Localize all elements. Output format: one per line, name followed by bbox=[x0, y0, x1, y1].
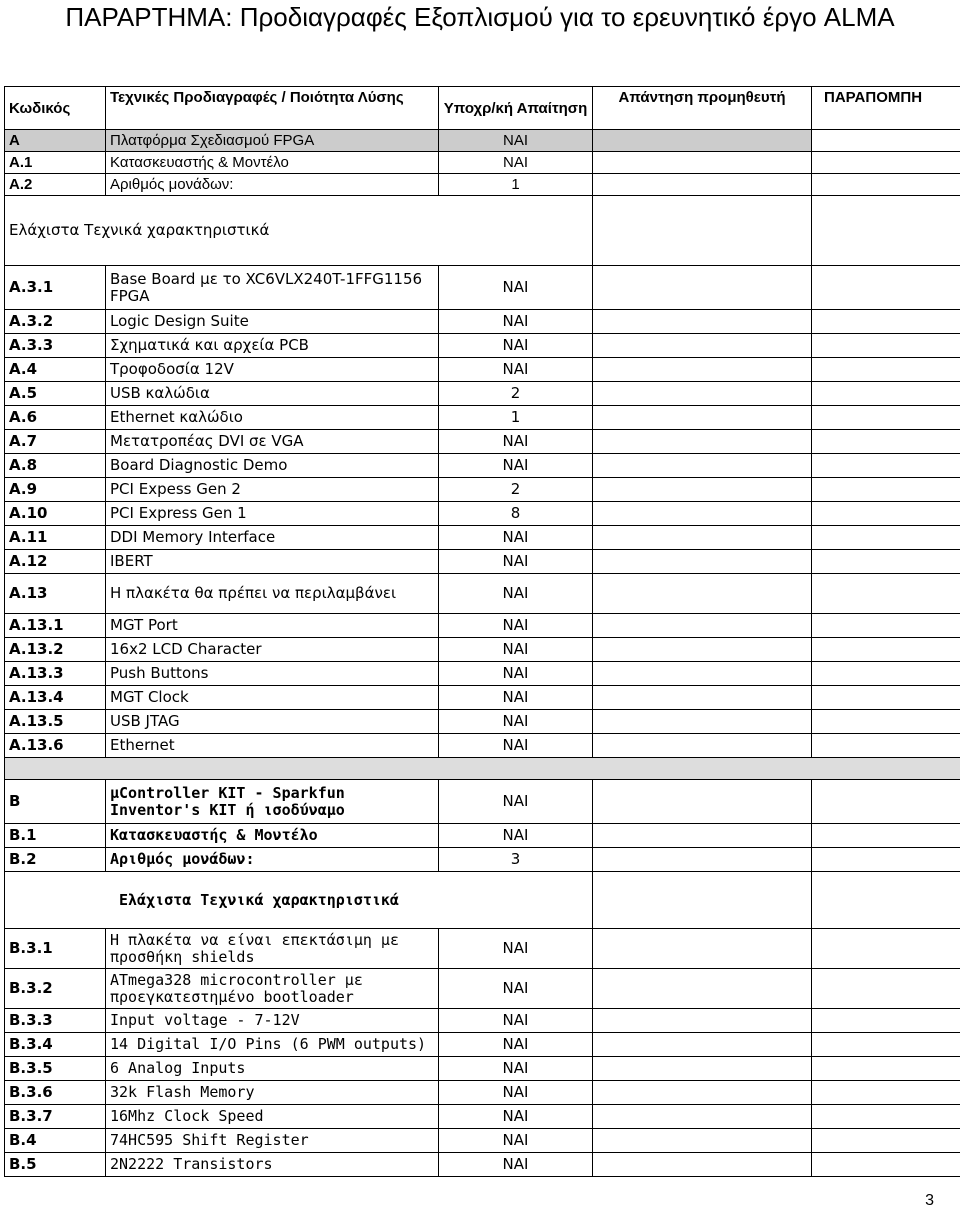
row-description: Ethernet καλώδιο bbox=[106, 406, 439, 430]
row-code: A.10 bbox=[5, 502, 106, 526]
row-code: A.13.3 bbox=[5, 662, 106, 686]
page-title: ΠΑΡΑΡΤΗΜΑ: Προδιαγραφές Εξοπλισμού για το ερευνητικό έργο ALMA bbox=[65, 2, 895, 32]
row-answer bbox=[593, 454, 812, 478]
row-answer bbox=[593, 358, 812, 382]
row-reference bbox=[812, 266, 960, 310]
row-requirement: NAI bbox=[439, 614, 593, 638]
row-answer bbox=[593, 638, 812, 662]
table-row bbox=[5, 1033, 960, 1057]
row-requirement: NAI bbox=[439, 526, 593, 550]
row-code: A.13.2 bbox=[5, 638, 106, 662]
header-desc: Τεχνικές Προδιαγραφές / Ποιότητα Λύσης bbox=[106, 87, 439, 130]
table-row bbox=[5, 550, 960, 574]
table-row bbox=[5, 502, 960, 526]
row-description: 16Mhz Clock Speed bbox=[106, 1105, 439, 1129]
row-reference bbox=[812, 174, 960, 196]
row-requirement: NAI bbox=[439, 152, 593, 174]
row-requirement: NAI bbox=[439, 1033, 593, 1057]
row-answer bbox=[593, 734, 812, 758]
row-answer bbox=[593, 929, 812, 969]
row-description: Board Diagnostic Demo bbox=[106, 454, 439, 478]
table-row bbox=[5, 1081, 960, 1105]
row-reference bbox=[812, 430, 960, 454]
row-answer bbox=[593, 824, 812, 848]
row-code: A bbox=[5, 130, 106, 152]
row-code: B.3.1 bbox=[5, 929, 106, 969]
row-reference bbox=[812, 454, 960, 478]
row-requirement: 1 bbox=[439, 174, 593, 196]
row-reference bbox=[812, 1081, 960, 1105]
table-row bbox=[5, 1057, 960, 1081]
row-requirement: NAI bbox=[439, 430, 593, 454]
row-code: B.3.3 bbox=[5, 1009, 106, 1033]
table-row bbox=[5, 614, 960, 638]
row-reference bbox=[812, 929, 960, 969]
table-row bbox=[5, 848, 960, 872]
row-requirement: NAI bbox=[439, 1057, 593, 1081]
row-code: A.13.6 bbox=[5, 734, 106, 758]
row-description: MGT Clock bbox=[106, 686, 439, 710]
row-requirement: NAI bbox=[439, 1153, 593, 1177]
table-row bbox=[5, 574, 960, 614]
row-code: B.3.5 bbox=[5, 1057, 106, 1081]
table-row bbox=[5, 662, 960, 686]
row-code: A.7 bbox=[5, 430, 106, 454]
row-code: A.6 bbox=[5, 406, 106, 430]
row-description: 14 Digital I/O Pins (6 PWM outputs) bbox=[106, 1033, 439, 1057]
table-row bbox=[5, 382, 960, 406]
row-reference bbox=[812, 478, 960, 502]
row-requirement: NAI bbox=[439, 1009, 593, 1033]
row-code: A.2 bbox=[5, 174, 106, 196]
row-answer bbox=[593, 430, 812, 454]
row-answer bbox=[593, 152, 812, 174]
row-description: 74HC595 Shift Register bbox=[106, 1129, 439, 1153]
row-code: A.13.1 bbox=[5, 614, 106, 638]
row-answer bbox=[593, 196, 812, 266]
row-reference bbox=[812, 780, 960, 824]
row-description: Κατασκευαστής & Μοντέλο bbox=[106, 824, 439, 848]
row-description: PCI Expess Gen 2 bbox=[106, 478, 439, 502]
row-code: B.1 bbox=[5, 824, 106, 848]
row-answer bbox=[593, 574, 812, 614]
row-code: A.13.5 bbox=[5, 710, 106, 734]
row-requirement: NAI bbox=[439, 734, 593, 758]
row-requirement: 8 bbox=[439, 502, 593, 526]
row-reference bbox=[812, 1033, 960, 1057]
table-row bbox=[5, 334, 960, 358]
row-requirement: NAI bbox=[439, 710, 593, 734]
section-row bbox=[5, 872, 960, 929]
row-answer bbox=[593, 848, 812, 872]
row-requirement: NAI bbox=[439, 310, 593, 334]
row-description: 16x2 LCD Character bbox=[106, 638, 439, 662]
row-description: Η πλακέτα να είναι επεκτάσιμη με προσθήκη shields bbox=[106, 929, 439, 969]
row-answer bbox=[593, 1105, 812, 1129]
row-answer bbox=[593, 1057, 812, 1081]
table-row bbox=[5, 130, 960, 152]
row-reference bbox=[812, 130, 960, 152]
section-row bbox=[5, 196, 960, 266]
row-answer bbox=[593, 266, 812, 310]
row-description: Αριθμός μονάδων: bbox=[106, 174, 439, 196]
row-answer bbox=[593, 1009, 812, 1033]
row-requirement: NAI bbox=[439, 780, 593, 824]
table-row bbox=[5, 734, 960, 758]
row-description: Μετατροπέας DVI σε VGA bbox=[106, 430, 439, 454]
row-code: A.13.4 bbox=[5, 686, 106, 710]
row-code: A.8 bbox=[5, 454, 106, 478]
row-reference bbox=[812, 406, 960, 430]
table-row bbox=[5, 638, 960, 662]
row-description: ATmega328 microcontroller με προεγκατεστημένο bootloader bbox=[106, 969, 439, 1009]
row-reference bbox=[812, 686, 960, 710]
header-answer: Απάντηση προμηθευτή bbox=[593, 87, 812, 130]
row-answer bbox=[593, 526, 812, 550]
row-reference bbox=[812, 310, 960, 334]
row-description: PCI Express Gen 1 bbox=[106, 502, 439, 526]
row-requirement: 2 bbox=[439, 382, 593, 406]
row-answer bbox=[593, 550, 812, 574]
row-requirement: NAI bbox=[439, 574, 593, 614]
row-answer bbox=[593, 1129, 812, 1153]
row-description: μController KIT - Sparkfun Inventor's KIT ή ισοδύναμο bbox=[106, 780, 439, 824]
table-row bbox=[5, 780, 960, 824]
row-requirement: NAI bbox=[439, 824, 593, 848]
table-row bbox=[5, 266, 960, 310]
row-code: A.3.3 bbox=[5, 334, 106, 358]
row-description: Τροφοδοσία 12V bbox=[106, 358, 439, 382]
table-row bbox=[5, 1153, 960, 1177]
row-answer bbox=[593, 1153, 812, 1177]
row-answer bbox=[593, 614, 812, 638]
row-reference bbox=[812, 1009, 960, 1033]
table-row bbox=[5, 152, 960, 174]
header-code: Κωδικός bbox=[5, 87, 106, 130]
row-code: B.3.4 bbox=[5, 1033, 106, 1057]
spec-table bbox=[4, 86, 960, 1177]
row-reference bbox=[812, 824, 960, 848]
row-reference bbox=[812, 969, 960, 1009]
row-code: A.12 bbox=[5, 550, 106, 574]
row-requirement: NAI bbox=[439, 969, 593, 1009]
row-code: A.9 bbox=[5, 478, 106, 502]
row-requirement: NAI bbox=[439, 358, 593, 382]
row-reference bbox=[812, 1129, 960, 1153]
row-reference bbox=[812, 526, 960, 550]
row-answer bbox=[593, 1033, 812, 1057]
row-reference bbox=[812, 550, 960, 574]
table-row bbox=[5, 310, 960, 334]
row-reference bbox=[812, 710, 960, 734]
row-description: MGT Port bbox=[106, 614, 439, 638]
row-reference bbox=[812, 614, 960, 638]
page-number: 3 bbox=[925, 1192, 934, 1209]
row-answer bbox=[593, 872, 812, 929]
row-reference bbox=[812, 872, 960, 929]
table-row bbox=[5, 929, 960, 969]
row-requirement: NAI bbox=[439, 334, 593, 358]
table-row bbox=[5, 478, 960, 502]
row-reference bbox=[812, 358, 960, 382]
row-description: Logic Design Suite bbox=[106, 310, 439, 334]
row-code: B.4 bbox=[5, 1129, 106, 1153]
row-reference bbox=[812, 734, 960, 758]
table-row bbox=[5, 710, 960, 734]
row-reference bbox=[812, 502, 960, 526]
row-description: Input voltage - 7-12V bbox=[106, 1009, 439, 1033]
table-row bbox=[5, 1129, 960, 1153]
row-reference bbox=[812, 638, 960, 662]
row-description: Σχηματικά και αρχεία PCB bbox=[106, 334, 439, 358]
row-code: A.3.1 bbox=[5, 266, 106, 310]
row-code: B.3.6 bbox=[5, 1081, 106, 1105]
row-description: DDI Memory Interface bbox=[106, 526, 439, 550]
row-requirement: NAI bbox=[439, 550, 593, 574]
row-answer bbox=[593, 969, 812, 1009]
table-row bbox=[5, 430, 960, 454]
row-requirement: NAI bbox=[439, 1105, 593, 1129]
row-reference bbox=[812, 334, 960, 358]
row-answer bbox=[593, 334, 812, 358]
table-row bbox=[5, 454, 960, 478]
table-row bbox=[5, 1009, 960, 1033]
row-reference bbox=[812, 848, 960, 872]
row-description: IBERT bbox=[106, 550, 439, 574]
row-answer bbox=[593, 662, 812, 686]
row-description: Base Board με το XC6VLX240T-1FFG1156 FPGA bbox=[106, 266, 439, 310]
row-reference bbox=[812, 1105, 960, 1129]
row-code: A.5 bbox=[5, 382, 106, 406]
row-answer bbox=[593, 780, 812, 824]
row-requirement: NAI bbox=[439, 638, 593, 662]
row-reference bbox=[812, 152, 960, 174]
row-requirement: 2 bbox=[439, 478, 593, 502]
row-description: USB JTAG bbox=[106, 710, 439, 734]
row-code: B.3.2 bbox=[5, 969, 106, 1009]
row-requirement: 3 bbox=[439, 848, 593, 872]
row-requirement: NAI bbox=[439, 266, 593, 310]
row-code: B.3.7 bbox=[5, 1105, 106, 1129]
row-requirement: 1 bbox=[439, 406, 593, 430]
row-code: A.11 bbox=[5, 526, 106, 550]
row-reference bbox=[812, 196, 960, 266]
row-code: B bbox=[5, 780, 106, 824]
row-description: 2N2222 Transistors bbox=[106, 1153, 439, 1177]
row-description: 32k Flash Memory bbox=[106, 1081, 439, 1105]
row-reference bbox=[812, 382, 960, 406]
row-reference bbox=[812, 662, 960, 686]
row-requirement: NAI bbox=[439, 130, 593, 152]
row-requirement: NAI bbox=[439, 929, 593, 969]
header-req: Υποχρ/κή Απαίτηση bbox=[439, 87, 593, 130]
row-answer bbox=[593, 174, 812, 196]
section-heading: Ελάχιστα Τεχνικά χαρακτηριστικά bbox=[5, 872, 593, 929]
row-reference bbox=[812, 574, 960, 614]
row-requirement: NAI bbox=[439, 1129, 593, 1153]
row-answer bbox=[593, 382, 812, 406]
row-requirement: NAI bbox=[439, 1081, 593, 1105]
table-row bbox=[5, 174, 960, 196]
table-row bbox=[5, 824, 960, 848]
table-header-row bbox=[5, 87, 960, 130]
row-description: USB καλώδια bbox=[106, 382, 439, 406]
row-code: A.4 bbox=[5, 358, 106, 382]
row-code: B.2 bbox=[5, 848, 106, 872]
row-reference bbox=[812, 1057, 960, 1081]
row-answer bbox=[593, 478, 812, 502]
header-ref: ΠΑΡΑΠΟΜΠΗ bbox=[812, 87, 960, 130]
row-code: B.5 bbox=[5, 1153, 106, 1177]
row-answer bbox=[593, 1081, 812, 1105]
row-answer bbox=[593, 406, 812, 430]
row-code: A.13 bbox=[5, 574, 106, 614]
row-answer bbox=[593, 502, 812, 526]
row-description: Push Buttons bbox=[106, 662, 439, 686]
row-description: 6 Analog Inputs bbox=[106, 1057, 439, 1081]
table-row bbox=[5, 1105, 960, 1129]
section-heading: Ελάχιστα Τεχνικά χαρακτηριστικά bbox=[5, 196, 593, 266]
row-answer bbox=[593, 310, 812, 334]
table-row bbox=[5, 686, 960, 710]
table-row bbox=[5, 358, 960, 382]
row-description: Κατασκευαστής & Μοντέλο bbox=[106, 152, 439, 174]
row-description: Αριθμός μονάδων: bbox=[106, 848, 439, 872]
row-description: Η πλακέτα θα πρέπει να περιλαμβάνει bbox=[106, 574, 439, 614]
row-answer bbox=[593, 710, 812, 734]
separator-cell bbox=[5, 758, 960, 780]
row-reference bbox=[812, 1153, 960, 1177]
row-description: Ethernet bbox=[106, 734, 439, 758]
row-code: A.1 bbox=[5, 152, 106, 174]
row-answer bbox=[593, 686, 812, 710]
table-row bbox=[5, 406, 960, 430]
row-requirement: NAI bbox=[439, 454, 593, 478]
row-requirement: NAI bbox=[439, 662, 593, 686]
row-requirement: NAI bbox=[439, 686, 593, 710]
table-row bbox=[5, 969, 960, 1009]
separator-row bbox=[5, 758, 960, 780]
row-code: A.3.2 bbox=[5, 310, 106, 334]
row-description: Πλατφόρμα Σχεδιασμού FPGA bbox=[106, 130, 439, 152]
table-row bbox=[5, 526, 960, 550]
row-answer bbox=[593, 130, 812, 152]
